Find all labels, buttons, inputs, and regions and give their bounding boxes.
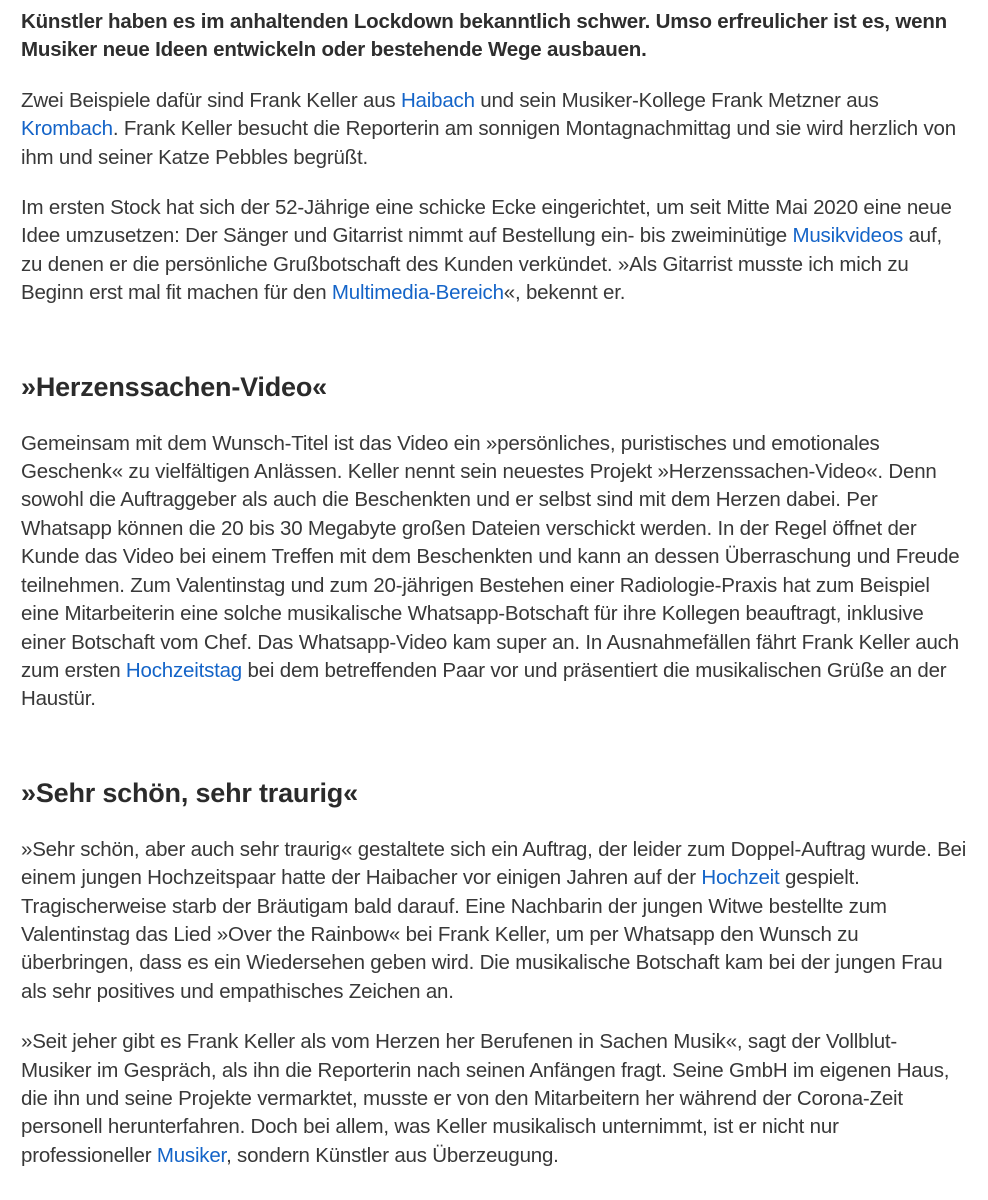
inline-link[interactable]: Krombach <box>21 117 113 141</box>
text-run: Künstler haben es im anhaltenden Lockdown bekanntlich schwer. Umso erfreulicher ist es, wenn Musiker neue Ideen entwickeln oder bestehende Wege ausbauen. <box>21 10 947 62</box>
text-run: bei dem betreffenden Paar vor und präsentiert die musikalischen Grüße an der Haustür. <box>21 658 947 711</box>
text-run: Gemeinsam mit dem Wunsch-Titel ist das Video ein »persönliches, puristisches und emotionales Geschenk« zu vielfältigen Anlässen. Keller nennt sein neuestes Projekt »Herzenssachen-Video«. Denn sowohl die Auftraggeber als auch die Beschenkten und er selbst sind mit dem Herzen dabei. Per Whatsapp können die 20 bis 30 Megabyte großen Dateien verschickt werden. In der Regel öffnet der Kunde das Video bei einem Treffen mit dem Beschenkten und kann an dessen Überraschung und Freude teilnehmen. Zum Valentinstag und zum 20-jährigen Bestehen einer Radiologie-Praxis hat zum Beispiel eine Mitarbeiterin eine solche musikalische Whatsapp-Botschaft für ihre Kollegen beauftragt, inklusive einer Botschaft vom Chef. Das Whatsapp-Video kam super an. In Ausnahmefällen fährt Frank Keller auch zum ersten <box>21 431 960 682</box>
paragraph <box>21 87 967 172</box>
inline-link[interactable]: Musiker <box>156 1143 227 1167</box>
inline-link[interactable]: Multimedia-Bereich <box>331 281 504 305</box>
text-run: »Sehr schön, aber auch sehr traurig« gestaltete sich ein Auftrag, der leider zum Doppel-Auftrag wurde. Bei einem jungen Hochzeitspaar hatte der Haibacher vor einigen Jahren auf der <box>21 837 967 890</box>
text-run: «, bekennt er. <box>503 281 626 305</box>
paragraph <box>21 836 967 1006</box>
text-run: auf, zu denen er die persönliche Grußbotschaft des Kunden verkündet. »Als Gitarrist musste ich mich zu Beginn erst mal fit machen für den <box>21 224 942 305</box>
text-run: . Frank Keller besucht die Reporterin am sonnigen Montagnachmittag und sie wird herzlich von ihm und seiner Katze Pebbles begrüßt. <box>21 117 956 169</box>
paragraph <box>21 430 967 714</box>
inline-link[interactable]: Musikvideos <box>792 224 904 248</box>
text-run: gespielt. Tragischerweise starb der Bräutigam bald darauf. Eine Nachbarin der jungen Witwe bestellte zum Valentinstag das Lied »Over the Rainbow« bei Frank Keller, um per Whatsapp den Wunsch zu überbringen, dass es ein Wiedersehen geben wird. Die musikalische Botschaft kam bei der jungen Frau als sehr positives und empathisches Zeichen an. <box>21 866 943 1003</box>
text-run: Zwei Beispiele dafür sind Frank Keller aus <box>21 88 401 112</box>
text-run: Im ersten Stock hat sich der 52-Jährige eine schicke Ecke eingerichtet, um seit Mitte Mai 2020 eine neue Idee umzusetzen: Der Sänger und Gitarrist nimmt auf Bestellung ein- bis zweiminütige <box>21 196 952 248</box>
lead-paragraph <box>21 8 967 65</box>
paragraph <box>21 194 967 308</box>
paragraph <box>21 1028 967 1170</box>
text-run: , sondern Künstler aus Überzeugung. <box>226 1143 559 1167</box>
section-heading: »Sehr schön, sehr traurig« <box>21 777 358 808</box>
inline-link[interactable]: Hochzeit <box>701 866 780 890</box>
text-run: und sein Musiker-Kollege Frank Metzner aus <box>474 88 879 112</box>
inline-link[interactable]: Haibach <box>400 88 475 112</box>
section-heading: »Herzenssachen-Video« <box>21 371 327 402</box>
text-run: »Seit jeher gibt es Frank Keller als vom Herzen her Berufenen in Sachen Musik«, sagt der Vollblut-Musiker im Gespräch, als ihn die Reporterin nach seinen Anfängen fragt. Seine GmbH im eigenen Haus, die ihn und seine Projekte vermarktet, musste er von den Mitarbeitern her während der Corona-Zeit personell herunterfahren. Doch bei allem, was Keller musikalisch unternimmt, ist er nicht nur professioneller <box>21 1030 950 1167</box>
inline-link[interactable]: Hochzeitstag <box>125 658 243 682</box>
